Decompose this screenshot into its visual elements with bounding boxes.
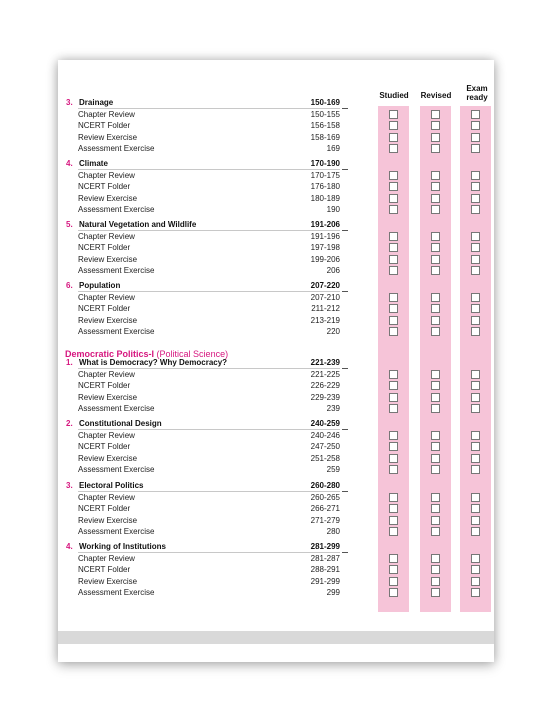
toc-entry bbox=[58, 120, 494, 131]
entry-label: NCERT Folder bbox=[78, 182, 131, 192]
exam-ready-label: Exam ready bbox=[466, 84, 488, 102]
studied-checkbox[interactable] bbox=[389, 516, 398, 525]
entry-pages: 176-180 bbox=[310, 182, 340, 192]
entry-pages: 206 bbox=[326, 265, 340, 275]
toc-entry bbox=[58, 170, 494, 181]
exam-ready-checkbox[interactable] bbox=[471, 370, 480, 379]
entry-pages: 229-239 bbox=[310, 392, 340, 402]
revised-checkbox[interactable] bbox=[431, 205, 440, 214]
exam-ready-checkbox[interactable] bbox=[471, 205, 480, 214]
revised-checkbox[interactable] bbox=[431, 454, 440, 463]
entry-pages: 221-225 bbox=[310, 370, 340, 379]
entry-pages: 226-229 bbox=[310, 381, 340, 391]
chapter-title: Electoral Politics bbox=[79, 481, 144, 490]
studied-checkbox[interactable] bbox=[389, 133, 398, 142]
entry-pages: 170-175 bbox=[310, 171, 340, 180]
studied-checkbox[interactable] bbox=[389, 194, 398, 203]
studied-checkbox[interactable] bbox=[389, 182, 398, 191]
entry-pages: 169 bbox=[326, 143, 340, 153]
revised-checkbox[interactable] bbox=[431, 293, 440, 302]
exam-ready-checkbox[interactable] bbox=[471, 381, 480, 390]
studied-checkbox[interactable] bbox=[389, 381, 398, 390]
toc-entry bbox=[58, 193, 494, 204]
toc-entry bbox=[58, 564, 494, 575]
exam-ready-checkbox[interactable] bbox=[471, 327, 480, 336]
toc-entry bbox=[58, 369, 494, 380]
studied-checkbox[interactable] bbox=[389, 171, 398, 180]
chapter-pages: 207-220 bbox=[310, 281, 340, 290]
toc-entry bbox=[58, 553, 494, 564]
exam-ready-checkbox[interactable] bbox=[471, 465, 480, 474]
entry-pages: 156-158 bbox=[310, 121, 340, 131]
entry-pages: 207-210 bbox=[310, 293, 340, 302]
studied-checkbox[interactable] bbox=[389, 232, 398, 241]
revised-checkbox[interactable] bbox=[431, 577, 440, 586]
studied-checkbox[interactable] bbox=[389, 205, 398, 214]
exam-ready-checkbox[interactable] bbox=[471, 266, 480, 275]
entry-pages: 299 bbox=[326, 587, 340, 597]
revised-checkbox[interactable] bbox=[431, 194, 440, 203]
entry-label: NCERT Folder bbox=[78, 442, 131, 452]
entry-label: Review Exercise bbox=[78, 193, 138, 203]
entry-label: Review Exercise bbox=[78, 515, 138, 525]
toc-entry bbox=[58, 453, 494, 464]
chapter-number: 3. bbox=[66, 481, 73, 490]
entry-pages: 150-155 bbox=[310, 110, 340, 119]
studied-checkbox[interactable] bbox=[389, 243, 398, 252]
chapter-pages: 170-190 bbox=[310, 159, 340, 168]
exam-ready-checkbox[interactable] bbox=[471, 527, 480, 536]
revised-checkbox[interactable] bbox=[431, 442, 440, 451]
studied-checkbox[interactable] bbox=[389, 393, 398, 402]
chapter-pages: 240-259 bbox=[310, 419, 340, 428]
revised-checkbox[interactable] bbox=[431, 171, 440, 180]
exam-ready-checkbox[interactable] bbox=[471, 232, 480, 241]
revised-checkbox[interactable] bbox=[431, 255, 440, 264]
exam-ready-checkbox[interactable] bbox=[471, 442, 480, 451]
entry-label: Review Exercise bbox=[78, 576, 138, 586]
toc-entry bbox=[58, 315, 494, 326]
toc-entry bbox=[58, 231, 494, 242]
toc-entry bbox=[58, 464, 494, 475]
chapter-heading bbox=[58, 158, 494, 169]
revised-checkbox[interactable] bbox=[431, 370, 440, 379]
exam-ready-checkbox[interactable] bbox=[471, 293, 480, 302]
toc-entry bbox=[58, 303, 494, 314]
entry-label: Assessment Exercise bbox=[78, 143, 155, 153]
entry-label: Assessment Exercise bbox=[78, 326, 155, 336]
revised-checkbox[interactable] bbox=[431, 516, 440, 525]
revised-header: Revised bbox=[420, 91, 452, 100]
entry-label: NCERT Folder bbox=[78, 304, 131, 314]
entry-label: NCERT Folder bbox=[78, 504, 131, 514]
revised-checkbox[interactable] bbox=[431, 465, 440, 474]
exam-ready-checkbox[interactable] bbox=[471, 243, 480, 252]
entry-pages: 251-258 bbox=[310, 453, 340, 463]
entry-label: Review Exercise bbox=[78, 254, 138, 264]
entry-label: Assessment Exercise bbox=[78, 587, 155, 597]
entry-label: NCERT Folder bbox=[78, 381, 131, 391]
exam-ready-checkbox[interactable] bbox=[471, 194, 480, 203]
exam-ready-checkbox[interactable] bbox=[471, 316, 480, 325]
toc-entry bbox=[58, 326, 494, 337]
studied-checkbox[interactable] bbox=[389, 565, 398, 574]
entry-label: Chapter Review bbox=[78, 554, 135, 563]
exam-ready-checkbox[interactable] bbox=[471, 565, 480, 574]
entry-pages: 266-271 bbox=[310, 504, 340, 514]
exam-ready-checkbox[interactable] bbox=[471, 504, 480, 513]
entry-label: Review Exercise bbox=[78, 453, 138, 463]
footer-bar bbox=[58, 631, 494, 644]
chapter-number: 4. bbox=[66, 159, 73, 168]
entry-label: Review Exercise bbox=[78, 392, 138, 402]
entry-pages: 191-196 bbox=[310, 232, 340, 241]
revised-checkbox[interactable] bbox=[431, 243, 440, 252]
toc-entry bbox=[58, 515, 494, 526]
exam-ready-checkbox[interactable] bbox=[471, 404, 480, 413]
exam-ready-checkbox[interactable] bbox=[471, 144, 480, 153]
entry-label: Review Exercise bbox=[78, 315, 138, 325]
studied-checkbox[interactable] bbox=[389, 327, 398, 336]
chapter-heading bbox=[58, 280, 494, 291]
exam-ready-checkbox[interactable] bbox=[471, 588, 480, 597]
chapter-title: Working of Institutions bbox=[79, 542, 166, 551]
toc-entry bbox=[58, 392, 494, 403]
entry-label: NCERT Folder bbox=[78, 243, 131, 253]
studied-checkbox[interactable] bbox=[389, 121, 398, 130]
chapter-pages: 150-169 bbox=[310, 98, 340, 107]
exam-ready-checkbox[interactable] bbox=[471, 110, 480, 119]
chapter-pages: 221-239 bbox=[310, 358, 340, 367]
toc-entry bbox=[58, 265, 494, 276]
toc-entry bbox=[58, 254, 494, 265]
entry-label: Assessment Exercise bbox=[78, 464, 155, 474]
toc-entry bbox=[58, 503, 494, 514]
studied-checkbox[interactable] bbox=[389, 404, 398, 413]
entry-pages: 247-250 bbox=[310, 442, 340, 452]
entry-pages: 158-169 bbox=[310, 132, 340, 142]
section-title-sub: (Political Science) bbox=[156, 349, 229, 359]
toc-entry bbox=[58, 587, 494, 598]
studied-checkbox[interactable] bbox=[389, 442, 398, 451]
chapter-pages: 191-206 bbox=[310, 220, 340, 229]
chapter-number: 1. bbox=[66, 358, 73, 367]
revised-checkbox[interactable] bbox=[431, 431, 440, 440]
studied-checkbox[interactable] bbox=[389, 110, 398, 119]
entry-label: Review Exercise bbox=[78, 132, 138, 142]
revised-checkbox[interactable] bbox=[431, 381, 440, 390]
chapter-pages: 260-280 bbox=[310, 481, 340, 490]
entry-pages: 199-206 bbox=[310, 254, 340, 264]
studied-checkbox[interactable] bbox=[389, 493, 398, 502]
chapter-title: Natural Vegetation and Wildlife bbox=[79, 220, 197, 229]
studied-checkbox[interactable] bbox=[389, 144, 398, 153]
entry-label: NCERT Folder bbox=[78, 121, 131, 131]
entry-label: Chapter Review bbox=[78, 431, 135, 440]
entry-label: Chapter Review bbox=[78, 232, 135, 241]
chapter-heading bbox=[58, 97, 494, 108]
exam-ready-checkbox[interactable] bbox=[471, 554, 480, 563]
revised-checkbox[interactable] bbox=[431, 504, 440, 513]
toc-entry bbox=[58, 576, 494, 587]
revised-checkbox[interactable] bbox=[431, 493, 440, 502]
revised-checkbox[interactable] bbox=[431, 527, 440, 536]
chapter-heading bbox=[58, 357, 494, 368]
studied-checkbox[interactable] bbox=[389, 504, 398, 513]
chapter-number: 4. bbox=[66, 542, 73, 551]
entry-pages: 291-299 bbox=[310, 576, 340, 586]
revised-checkbox[interactable] bbox=[431, 144, 440, 153]
exam-ready-checkbox[interactable] bbox=[471, 182, 480, 191]
entry-pages: 271-279 bbox=[310, 515, 340, 525]
chapter-title: Drainage bbox=[79, 98, 114, 107]
entry-label: Chapter Review bbox=[78, 370, 135, 379]
toc-entry bbox=[58, 403, 494, 414]
revised-checkbox[interactable] bbox=[431, 588, 440, 597]
exam-ready-checkbox[interactable] bbox=[471, 454, 480, 463]
studied-checkbox[interactable] bbox=[389, 304, 398, 313]
studied-checkbox[interactable] bbox=[389, 316, 398, 325]
revised-checkbox[interactable] bbox=[431, 316, 440, 325]
chapter-number: 6. bbox=[66, 281, 73, 290]
entry-pages: 220 bbox=[326, 326, 340, 336]
entry-pages: 213-219 bbox=[310, 315, 340, 325]
exam-ready-checkbox[interactable] bbox=[471, 493, 480, 502]
section-title-main: Democratic Politics-I bbox=[65, 349, 155, 359]
entry-label: Assessment Exercise bbox=[78, 265, 155, 275]
entry-label: Chapter Review bbox=[78, 171, 135, 180]
revised-checkbox[interactable] bbox=[431, 327, 440, 336]
toc-entry bbox=[58, 430, 494, 441]
chapter-number: 3. bbox=[66, 98, 73, 107]
studied-checkbox[interactable] bbox=[389, 255, 398, 264]
exam-ready-checkbox[interactable] bbox=[471, 133, 480, 142]
revised-checkbox[interactable] bbox=[431, 404, 440, 413]
exam-ready-checkbox[interactable] bbox=[471, 304, 480, 313]
revised-checkbox[interactable] bbox=[431, 121, 440, 130]
chapter-title: Climate bbox=[79, 159, 108, 168]
toc-entry bbox=[58, 242, 494, 253]
exam-ready-checkbox[interactable] bbox=[471, 255, 480, 264]
entry-pages: 190 bbox=[326, 204, 340, 214]
chapter-heading bbox=[58, 418, 494, 429]
revised-checkbox[interactable] bbox=[431, 266, 440, 275]
exam-ready-checkbox[interactable] bbox=[471, 577, 480, 586]
entry-label: NCERT Folder bbox=[78, 565, 131, 575]
studied-checkbox[interactable] bbox=[389, 554, 398, 563]
toc-entry bbox=[58, 132, 494, 143]
studied-checkbox[interactable] bbox=[389, 370, 398, 379]
studied-checkbox[interactable] bbox=[389, 588, 398, 597]
chapter-heading bbox=[58, 480, 494, 491]
entry-label: Assessment Exercise bbox=[78, 204, 155, 214]
toc-entry bbox=[58, 181, 494, 192]
revised-checkbox[interactable] bbox=[431, 110, 440, 119]
chapter-heading bbox=[58, 219, 494, 230]
toc-page bbox=[58, 60, 494, 662]
entry-pages: 211-212 bbox=[311, 304, 340, 314]
toc-entry bbox=[58, 204, 494, 215]
entry-label: Chapter Review bbox=[78, 110, 135, 119]
entry-label: Chapter Review bbox=[78, 493, 135, 502]
studied-checkbox[interactable] bbox=[389, 527, 398, 536]
entry-pages: 259 bbox=[326, 464, 340, 474]
toc-entry bbox=[58, 526, 494, 537]
revised-checkbox[interactable] bbox=[431, 182, 440, 191]
revised-checkbox[interactable] bbox=[431, 393, 440, 402]
entry-pages: 180-189 bbox=[310, 193, 340, 203]
toc-entry bbox=[58, 492, 494, 503]
exam-ready-checkbox[interactable] bbox=[471, 121, 480, 130]
exam-ready-checkbox[interactable] bbox=[471, 516, 480, 525]
chapter-pages: 281-299 bbox=[310, 542, 340, 551]
studied-checkbox[interactable] bbox=[389, 293, 398, 302]
entry-pages: 239 bbox=[326, 403, 340, 413]
chapter-title: Constitutional Design bbox=[79, 419, 162, 428]
exam-ready-checkbox[interactable] bbox=[471, 393, 480, 402]
studied-checkbox[interactable] bbox=[389, 577, 398, 586]
studied-checkbox[interactable] bbox=[389, 431, 398, 440]
revised-checkbox[interactable] bbox=[431, 565, 440, 574]
toc-entry bbox=[58, 292, 494, 303]
entry-pages: 260-265 bbox=[310, 493, 340, 502]
revised-checkbox[interactable] bbox=[431, 133, 440, 142]
revised-checkbox[interactable] bbox=[431, 232, 440, 241]
studied-checkbox[interactable] bbox=[389, 266, 398, 275]
entry-pages: 280 bbox=[326, 526, 340, 536]
entry-label: Chapter Review bbox=[78, 293, 135, 302]
revised-checkbox[interactable] bbox=[431, 554, 440, 563]
entry-pages: 197-198 bbox=[310, 243, 340, 253]
toc-entry bbox=[58, 441, 494, 452]
entry-pages: 288-291 bbox=[310, 565, 340, 575]
chapter-title: What is Democracy? Why Democracy? bbox=[79, 358, 228, 367]
toc-entry bbox=[58, 143, 494, 154]
entry-pages: 281-287 bbox=[310, 554, 340, 563]
toc-entry bbox=[58, 380, 494, 391]
entry-label: Assessment Exercise bbox=[78, 526, 155, 536]
chapter-title: Population bbox=[79, 281, 121, 290]
entry-pages: 240-246 bbox=[310, 431, 340, 440]
exam-ready-checkbox[interactable] bbox=[471, 431, 480, 440]
exam-ready-checkbox[interactable] bbox=[471, 171, 480, 180]
toc-entry bbox=[58, 109, 494, 120]
entry-label: Assessment Exercise bbox=[78, 403, 155, 413]
chapter-number: 2. bbox=[66, 419, 73, 428]
studied-checkbox[interactable] bbox=[389, 454, 398, 463]
chapter-number: 5. bbox=[66, 220, 73, 229]
studied-checkbox[interactable] bbox=[389, 465, 398, 474]
chapter-heading bbox=[58, 541, 494, 552]
studied-header: Studied bbox=[379, 91, 409, 100]
revised-checkbox[interactable] bbox=[431, 304, 440, 313]
